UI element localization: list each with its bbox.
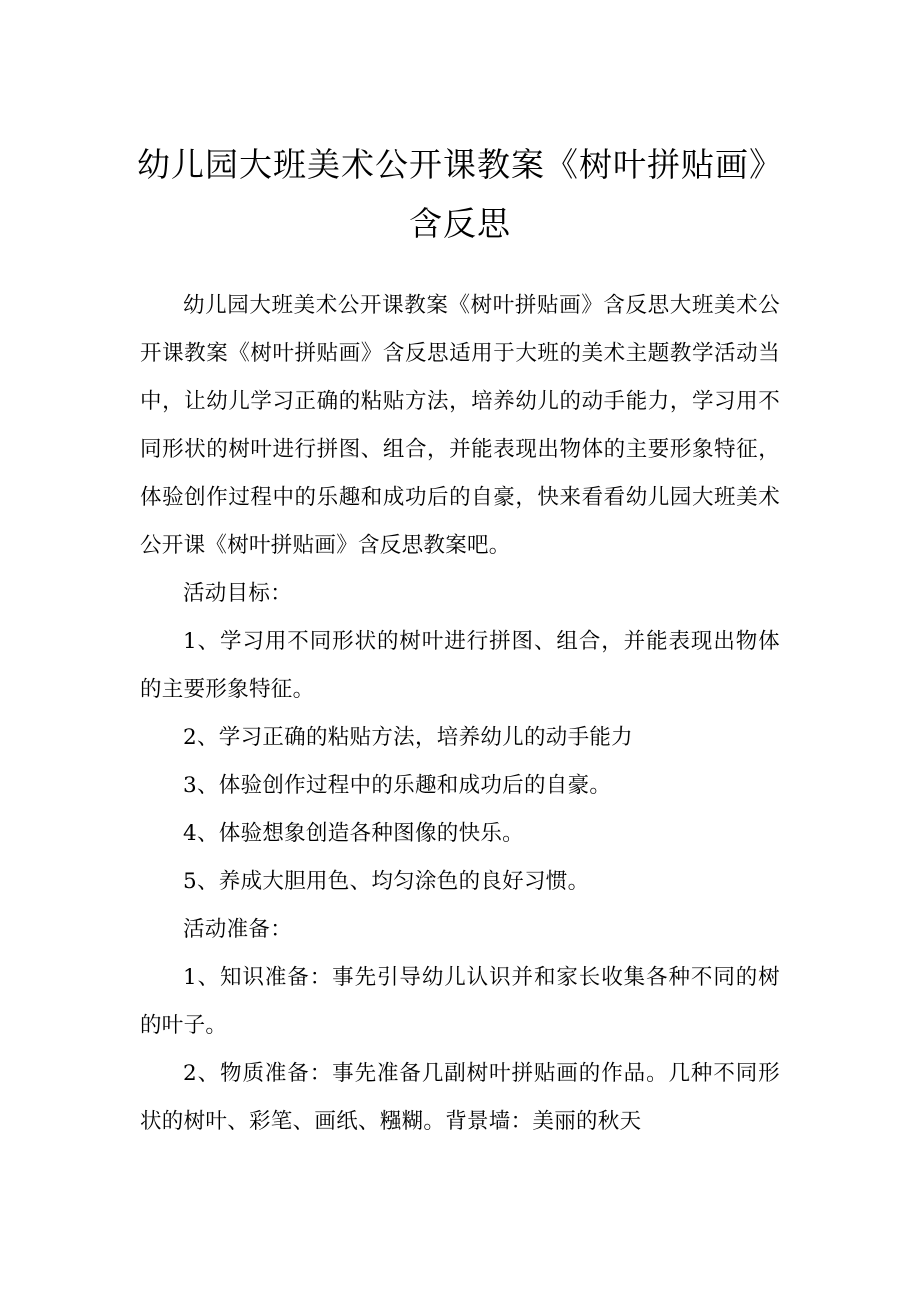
document-title-line-2: 含反思 (409, 204, 511, 243)
section-heading-goals: 活动目标： (183, 581, 293, 606)
goal-item: 4、体验想象创造各种图像的快乐。 (183, 821, 524, 846)
preparation-item: 2、物质准备：事先准备几副树叶拼贴画的作品。几种不同形状的树叶、彩笔、画纸、糨糊。背景墙：美丽的秋天 (140, 1061, 780, 1134)
intro-paragraph: 幼儿园大班美术公开课教案《树叶拼贴画》含反思大班美术公开课教案《树叶拼贴画》含反思适用于大班的美术主题教学活动当中，让幼儿学习正确的粘贴方法，培养幼儿的动手能力，学习用不同形状的树叶进行拼图、组合，并能表现出物体的主要形象特征，体验创作过程中的乐趣和成功后的自豪，快来看看幼儿园大班美术公开课《树叶拼贴画》含反思教案吧。 (140, 293, 780, 558)
goal-item: 1、学习用不同形状的树叶进行拼图、组合，并能表现出物体的主要形象特征。 (140, 629, 780, 702)
goal-item: 5、养成大胆用色、均匀涂色的良好习惯。 (183, 869, 590, 894)
document-body (140, 282, 780, 1146)
goal-item: 2、学习正确的粘贴方法，培养幼儿的动手能力 (183, 725, 633, 750)
document-title-line-1: 幼儿园大班美术公开课教案《树叶拼贴画》 (137, 145, 783, 184)
goal-item: 3、体验创作过程中的乐趣和成功后的自豪。 (183, 773, 612, 798)
preparation-item: 1、知识准备：事先引导幼儿认识并和家长收集各种不同的树的叶子。 (140, 965, 780, 1038)
section-heading-preparation: 活动准备： (183, 917, 293, 942)
